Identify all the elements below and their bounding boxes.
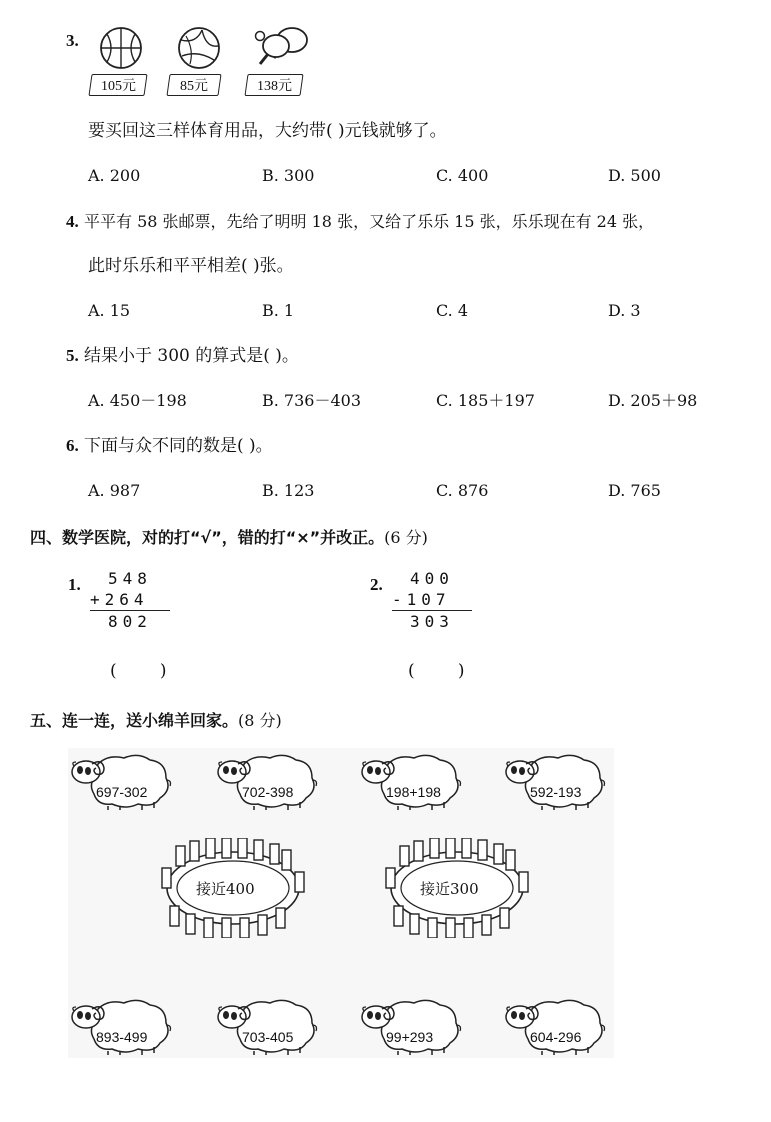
pen-label-300[interactable]: 接近300: [420, 880, 479, 898]
sheep-icon: [214, 750, 318, 810]
q6-text: 下面与众不同的数是( )。: [84, 436, 273, 456]
q5-option-a[interactable]: A. 450－198: [88, 391, 187, 410]
s4-problem2-blank[interactable]: ( ): [408, 661, 465, 681]
section5-title: 五、连一连，送小绵羊回家。: [30, 711, 239, 730]
section4-header: [30, 525, 428, 548]
sheep-icon: [502, 995, 606, 1055]
s4-p2-op: -: [392, 590, 407, 609]
s4-problem1-number: 1.: [68, 575, 81, 594]
bottom-sheep-2[interactable]: [214, 995, 318, 1055]
s4-problem1-calc: [86, 568, 176, 632]
section4-points: (6 分): [384, 528, 428, 547]
q4-option-d[interactable]: D. 3: [608, 301, 641, 320]
s4-problem2-calc: [388, 568, 478, 632]
q5-number: 5.: [66, 346, 79, 365]
q3-text: 要买回这三样体育用品，大约带( )元钱就够了。: [88, 121, 447, 141]
price-tag-ping-pong: 138元: [244, 74, 303, 96]
q6-number: 6.: [66, 436, 79, 455]
q4-option-b[interactable]: B. 1: [262, 301, 295, 320]
s4-p1-top: 548: [108, 569, 152, 588]
basketball-icon: [98, 26, 144, 72]
pen-label-400[interactable]: 接近400: [196, 880, 255, 898]
q3-option-c[interactable]: C. 400: [436, 166, 489, 185]
sheep-icon: [68, 995, 172, 1055]
section5-points: (8 分): [238, 711, 282, 730]
price-tag-basketball: 105元: [88, 74, 147, 96]
sheep-icon: [502, 750, 606, 810]
top-sheep-3-label: 198+198: [386, 784, 441, 800]
q4-text-line2: 此时乐乐和平平相差( )张。: [88, 256, 294, 276]
q6-option-c[interactable]: C. 876: [436, 481, 489, 500]
sheep-icon: [358, 995, 462, 1055]
price-tag-volleyball: 85元: [166, 74, 221, 96]
q4-option-a[interactable]: A. 15: [88, 301, 131, 320]
sheep-icon: [68, 750, 172, 810]
q5-option-b[interactable]: B. 736－403: [262, 391, 362, 410]
bottom-sheep-4[interactable]: [502, 995, 606, 1055]
q6-option-a[interactable]: A. 987: [88, 481, 141, 500]
q3-number: 3.: [66, 31, 79, 50]
top-sheep-4[interactable]: [502, 750, 606, 810]
ping-pong-icon: [252, 24, 310, 70]
section4-title: 四、数学医院，对的打“√”，错的打“×”并改正。: [30, 528, 385, 547]
bottom-sheep-1-label: 893-499: [96, 1029, 148, 1045]
q3-option-a[interactable]: A. 200: [88, 166, 141, 185]
s4-p2-result: 303: [410, 612, 454, 631]
section5-header: [30, 708, 282, 731]
s4-p1-result: 802: [108, 612, 152, 631]
volleyball-icon: [176, 26, 222, 72]
q5-option-c[interactable]: C. 185＋197: [436, 391, 535, 410]
q4-text-line1: 平平有 58 张邮票，先给了明明 18 张，又给了乐乐 15 张，乐乐现在有 24 张，: [84, 212, 655, 231]
bottom-sheep-3[interactable]: [358, 995, 462, 1055]
q3-option-d[interactable]: D. 500: [608, 166, 661, 185]
s4-problem2-number: 2.: [370, 575, 383, 594]
q3-option-b[interactable]: B. 300: [262, 166, 315, 185]
s4-p2-top: 400: [410, 569, 454, 588]
q5-option-d[interactable]: D. 205＋98: [608, 391, 698, 410]
s4-p2-bottom: 107: [406, 590, 451, 609]
top-sheep-2[interactable]: [214, 750, 318, 810]
top-sheep-3[interactable]: [358, 750, 462, 810]
bottom-sheep-3-label: 99+293: [386, 1029, 434, 1045]
q5-text: 结果小于 300 的算式是( )。: [84, 346, 299, 366]
sheep-icon: [214, 995, 318, 1055]
q4-option-c[interactable]: C. 4: [436, 301, 469, 320]
top-sheep-4-label: 592-193: [530, 784, 582, 800]
s4-p1-bottom: 264: [104, 590, 149, 609]
s4-p1-op: +: [90, 590, 105, 609]
bottom-sheep-2-label: 703-405: [242, 1029, 294, 1045]
sheep-icon: [358, 750, 462, 810]
top-sheep-2-label: 702-398: [242, 784, 294, 800]
s4-problem1-blank[interactable]: ( ): [110, 661, 167, 681]
q6-option-d[interactable]: D. 765: [608, 481, 661, 500]
top-sheep-1-label: 697-302: [96, 784, 148, 800]
bottom-sheep-1[interactable]: [68, 995, 172, 1055]
bottom-sheep-4-label: 604-296: [530, 1029, 582, 1045]
q4-number: 4.: [66, 212, 79, 231]
top-sheep-1[interactable]: [68, 750, 172, 810]
q6-option-b[interactable]: B. 123: [262, 481, 315, 500]
